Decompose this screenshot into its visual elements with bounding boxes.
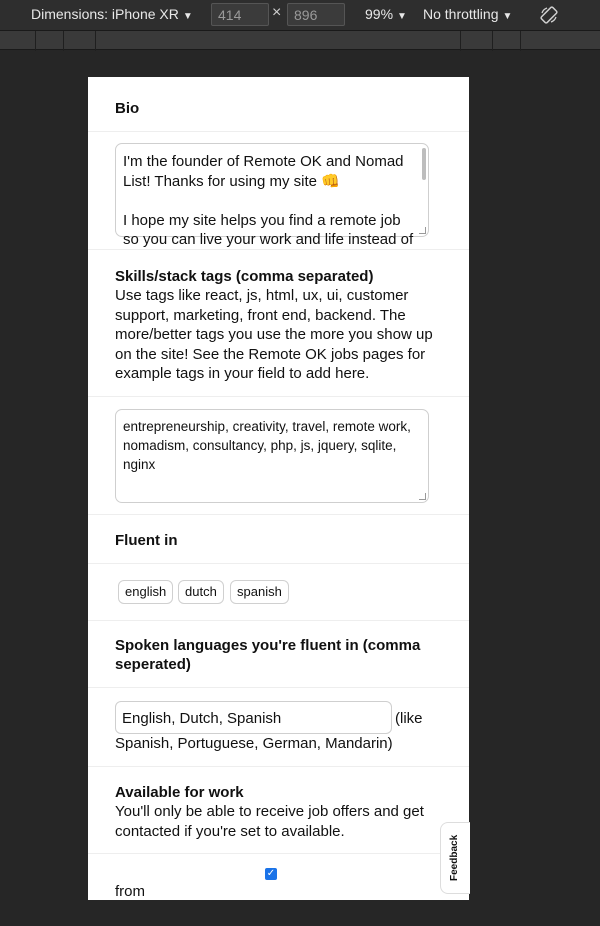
throttling-label: No throttling: [423, 6, 499, 22]
language-tag[interactable]: dutch: [178, 580, 224, 604]
zoom-select[interactable]: [365, 6, 407, 22]
device-label: Dimensions: iPhone XR: [31, 6, 179, 22]
fluent-section: [88, 515, 469, 564]
scrollbar-thumb[interactable]: [422, 148, 426, 180]
feedback-tab[interactable]: [440, 822, 470, 894]
available-help: You'll only be able to receive job offers and get contacted if you're set to available.: [115, 803, 424, 840]
bio-section: [88, 77, 469, 132]
available-toggle-section: [88, 854, 469, 914]
chevron-down-icon: ▼: [397, 11, 407, 22]
language-tag[interactable]: spanish: [230, 580, 289, 604]
spoken-section: [88, 621, 469, 688]
available-label: Available for work: [115, 784, 244, 801]
resize-handle[interactable]: [419, 493, 426, 500]
spoken-hint: Spanish, Portuguese, German, Mandarin): [115, 735, 393, 752]
device-viewport: [88, 77, 469, 900]
available-checkbox[interactable]: ✓: [266, 868, 276, 879]
tag-list: [118, 580, 438, 606]
bio-text: I'm the founder of Remote OK and Nomad List! Thanks for using my site 👊 I hope my site helps you find a remote job so you can live your work and life instead of: [123, 153, 414, 248]
media-query-ruler: [0, 30, 600, 50]
bio-field-section: [88, 132, 469, 250]
times-icon: ×: [272, 4, 282, 21]
spoken-languages-input[interactable]: English, Dutch, Spanish: [115, 701, 392, 734]
height-input[interactable]: 896: [287, 3, 345, 26]
available-section: [88, 767, 469, 854]
bio-textarea[interactable]: [115, 143, 429, 248]
zoom-label: 99%: [365, 6, 394, 22]
skills-textarea[interactable]: [115, 409, 429, 503]
language-tag[interactable]: english: [118, 580, 173, 604]
devtools-toolbar: [0, 0, 600, 30]
skills-text: entrepreneurship, creativity, travel, remote work, nomadism, consultancy, php, js, jquery, sqlite, nginx: [123, 419, 411, 472]
spoken-hint-suffix: (like: [395, 710, 423, 727]
skills-help: Use tags like react, js, html, ux, ui, customer support, marketing, front end, backend. The more/better tags you use the more you show up on the site! See the Remote OK jobs pages for example tags in your field to add here.: [115, 287, 433, 382]
width-input[interactable]: 414: [211, 3, 269, 26]
chevron-down-icon: ▼: [182, 11, 193, 22]
skills-label: Skills/stack tags (comma separated): [115, 268, 374, 285]
skills-field-section: [88, 397, 469, 515]
fluent-tags-section: [88, 564, 469, 621]
device-select[interactable]: [31, 6, 193, 22]
spoken-label: Spoken languages you're fluent in (comma seperated): [115, 637, 421, 673]
feedback-label: Feedback: [449, 834, 460, 881]
throttling-select[interactable]: [423, 6, 512, 22]
rotate-icon[interactable]: [539, 5, 559, 25]
from-label: from: [115, 883, 145, 900]
resize-handle[interactable]: [419, 227, 426, 234]
spoken-field-section: [88, 688, 469, 767]
skills-section: [88, 250, 469, 397]
chevron-down-icon: ▼: [502, 11, 513, 22]
bio-label: Bio: [115, 100, 140, 117]
fluent-label: Fluent in: [115, 532, 178, 549]
